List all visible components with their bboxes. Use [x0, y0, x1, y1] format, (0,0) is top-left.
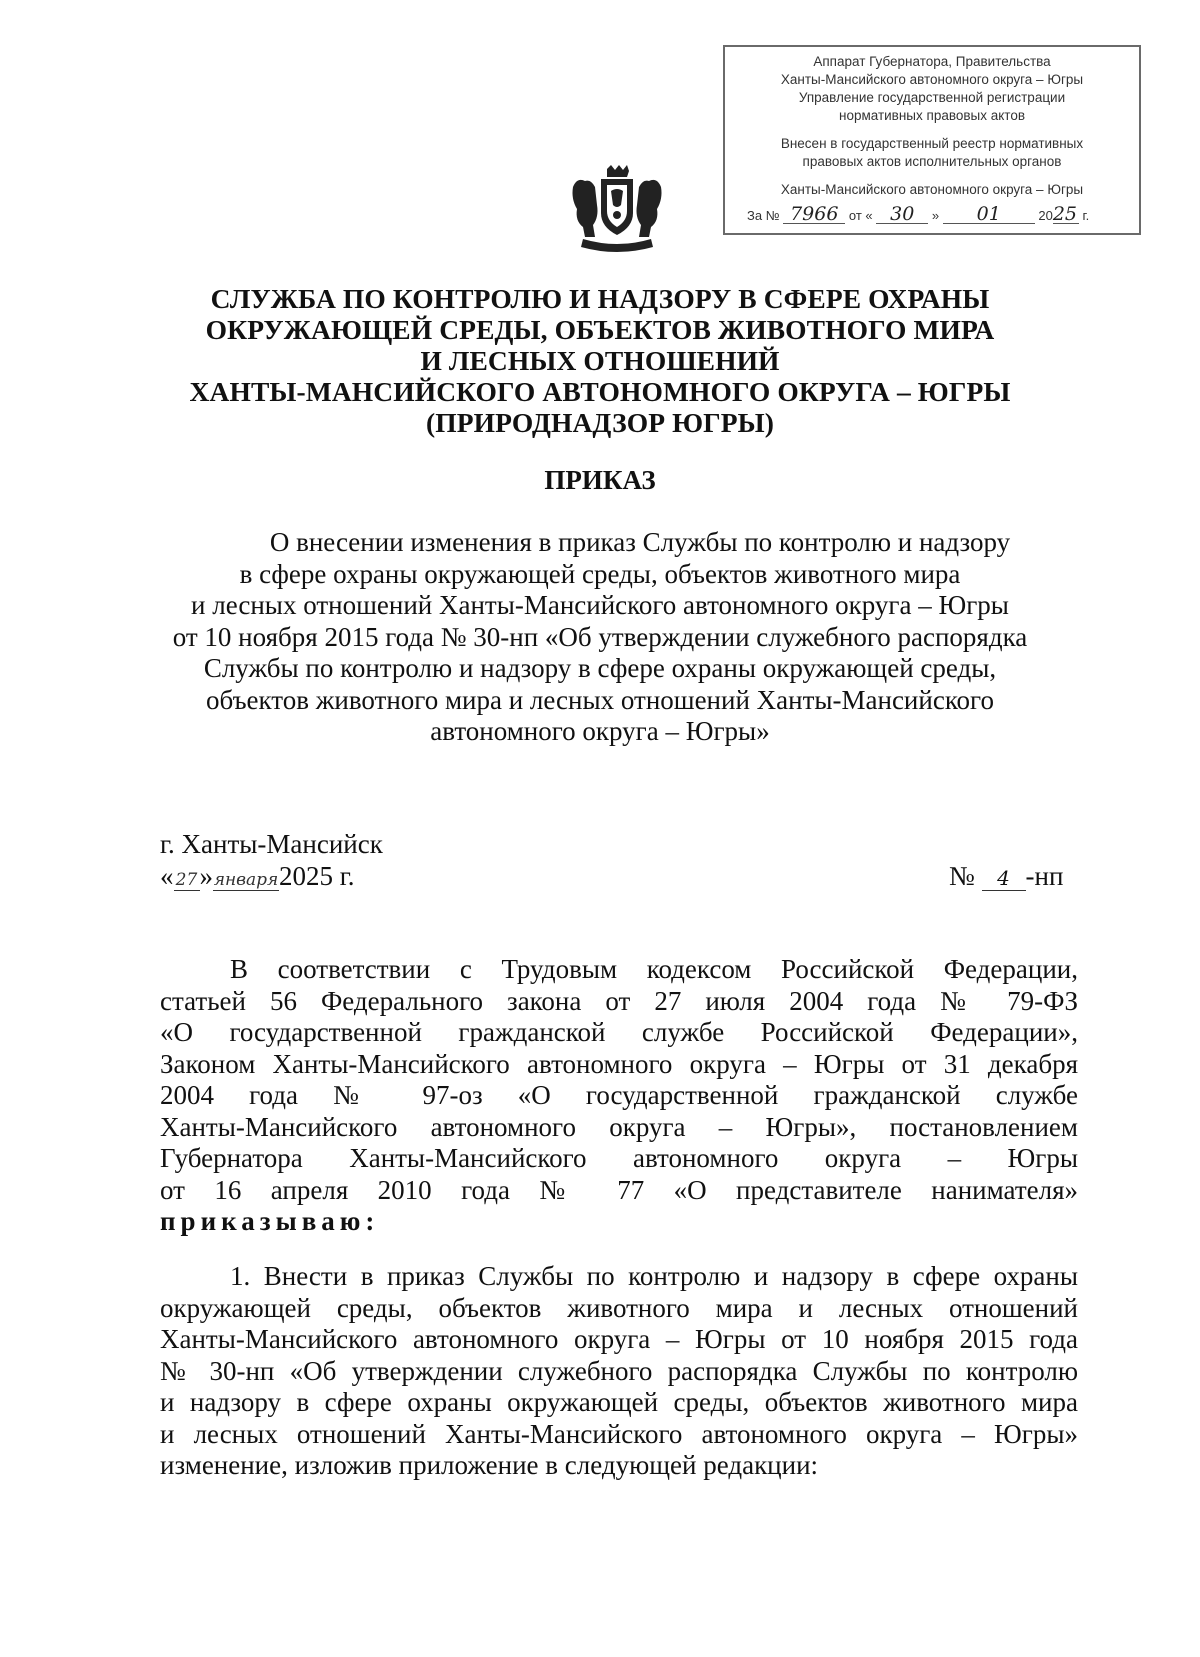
stamp-line: Управление государственной регистрации [798, 90, 1066, 105]
date-day: 27 [174, 870, 200, 891]
city: г. Ханты-Мансийск [160, 829, 383, 859]
stamp-reg-month: 01 [943, 205, 1035, 224]
paragraph-line: В соответствии с Трудовым кодексом Российской Федерации, [230, 954, 1078, 984]
stamp-line: Внесен в государственный реестр нормативных [780, 136, 1084, 151]
number-value: 4 [982, 866, 1026, 891]
date-close: » [199, 861, 213, 891]
document-type-title: ПРИКАЗ [544, 465, 656, 495]
date-open: « [160, 861, 174, 891]
org-line: ХАНТЫ-МАНСИЙСКОГО АВТОНОМНОГО ОКРУГА – ЮГРЫ [189, 376, 1011, 407]
paragraph-line: № 30-нп «Об утверждении служебного распорядка Службы по контролю [160, 1355, 1078, 1386]
stamp-reg-day: 30 [876, 205, 928, 224]
subject-line: объектов животного мира и лесных отношений Ханты-Мансийского [206, 684, 994, 715]
paragraph-line: и надзору в сфере охраны окружающей среды, объектов животного мира [160, 1387, 1078, 1417]
subject-line: Службы по контролю и надзору в сфере охраны окружающей среды, [203, 653, 997, 683]
org-line: И ЛЕСНЫХ ОТНОШЕНИЙ [420, 345, 780, 376]
paragraph-line: 1. Внести в приказ Службы по контролю и надзору в сфере охраны [230, 1261, 1078, 1291]
stamp-reg-number: 7966 [783, 205, 845, 224]
stamp-reg-year-prefix: 20 [1038, 208, 1053, 223]
paragraph-line: окружающей среды, объектов животного мира и лесных отношений [160, 1292, 1078, 1323]
paragraph-line: 2004 года № 97-оз «О государственной гражданской службе [160, 1080, 1078, 1110]
org-line: СЛУЖБА ПО КОНТРОЛЮ И НАДЗОРУ В СФЕРЕ ОХРАНЫ [210, 283, 990, 314]
paragraph-line: Ханты-Мансийского автономного округа – Югры от 10 ноября 2015 года [160, 1324, 1078, 1354]
stamp-line: Ханты-Мансийского автономного округа – Югры [780, 72, 1084, 87]
stamp-reg-prefix: За № [747, 208, 780, 223]
paragraph-line: и лесных отношений Ханты-Мансийского автономного округа – Югры» [160, 1418, 1078, 1449]
subject-line: О внесении изменения в приказ Службы по контролю и надзору [269, 527, 1011, 557]
order-number [949, 861, 1063, 892]
stamp-reg-g: г. [1082, 208, 1090, 223]
paragraph-line: статьей 56 Федерального закона от 27 июля 2004 года № 79-ФЗ [160, 985, 1078, 1016]
paragraph-line: Законом Ханты-Мансийского автономного округа – Югры от 31 декабря [160, 1048, 1078, 1079]
preamble-paragraph [160, 954, 1078, 1238]
date-year: 2025 г. [279, 861, 355, 891]
order-date [160, 861, 355, 892]
registration-stamp [723, 45, 1141, 235]
stamp-reg-from: от « [848, 208, 873, 223]
order-command: приказываю: [160, 1206, 380, 1236]
order-subject [120, 527, 1080, 748]
paragraph-line: изменение, изложив приложение в следующей редакции: [160, 1450, 819, 1480]
date-month: января [213, 870, 279, 890]
stamp-line: Аппарат Губернатора, Правительства [813, 54, 1051, 69]
subject-line: в сфере охраны окружающей среды, объектов животного мира [239, 558, 961, 589]
subject-line: автономного округа – Югры» [430, 716, 770, 746]
number-prefix: № [949, 861, 975, 891]
stamp-reg-year-suffix: 25 [1052, 203, 1078, 225]
coat-of-arms-icon [567, 165, 667, 255]
stamp-reg-quote: » [931, 208, 940, 223]
stamp-line: правовых актов исполнительных органов [802, 154, 1062, 169]
clause-1-paragraph [160, 1261, 1078, 1482]
org-line: ОКРУЖАЮЩЕЙ СРЕДЫ, ОБЪЕКТОВ ЖИВОТНОГО МИРА [205, 314, 995, 345]
paragraph-line: «О государственной гражданской службе Российской Федерации», [160, 1017, 1078, 1047]
subject-line: и лесных отношений Ханты-Мансийского автономного округа – Югры [191, 590, 1009, 620]
paragraph-line: Губернатора Ханты-Мансийского автономного округа – Югры [160, 1143, 1078, 1173]
number-suffix: -нп [1025, 861, 1064, 891]
stamp-registration-row [725, 205, 1139, 225]
org-line: (ПРИРОДНАДЗОР ЮГРЫ) [425, 407, 775, 438]
stamp-line: Ханты-Мансийского автономного округа – Югры [780, 182, 1084, 197]
organization-header [60, 283, 1140, 438]
subject-line: от 10 ноября 2015 года № 30-нп «Об утверждении служебного распорядка [172, 621, 1028, 652]
paragraph-line: Ханты-Мансийского автономного округа – Югры», постановлением [160, 1111, 1078, 1142]
paragraph-line: от 16 апреля 2010 года № 77 «О представителе нанимателя» [160, 1174, 1078, 1205]
stamp-line: нормативных правовых актов [838, 108, 1026, 123]
